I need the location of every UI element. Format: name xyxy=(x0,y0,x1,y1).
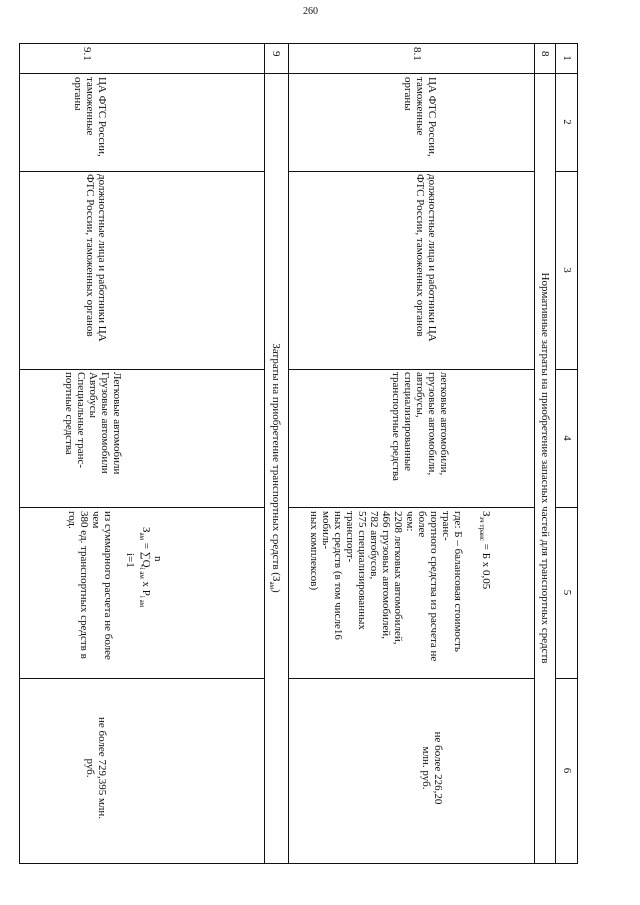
row81-where-line: ных комплексов) xyxy=(307,511,320,591)
section8-title: Нормативные затраты на приобретение запасных частей для транспортных средств xyxy=(539,272,551,664)
col-header-4: 4 xyxy=(561,435,573,441)
section9-title: Затраты на приобретение транспортных средств $(З_{ам})$ xyxy=(267,343,282,593)
row81-formula xyxy=(308,511,492,677)
row81-who: должностные лица и работники ЦА ФТС России, таможенных органов xyxy=(414,174,438,342)
row81-divider xyxy=(288,43,289,864)
row91-formula xyxy=(66,511,164,677)
row81-number: 8.1 xyxy=(411,47,423,61)
row81-where-line: ных средств (в том числе16 мобиль- xyxy=(319,511,344,640)
col-header-5: 5 xyxy=(561,589,573,596)
row81-where-line: где: Б – балансовая стоимость транс- xyxy=(439,511,464,652)
row91-vehicle-line: Грузовые автомобили xyxy=(99,372,111,474)
header-divider xyxy=(555,43,556,864)
row81-org: ЦА ФТС России, таможенные органы xyxy=(402,77,438,157)
row91-vehicle-line: Легковые автомобили xyxy=(111,372,123,475)
col-divider-3-r8 xyxy=(288,369,535,370)
row81-where-line: чем: xyxy=(403,511,416,532)
row81-where-line: портного средства из расчета не более xyxy=(415,511,440,662)
col-divider-2-r8 xyxy=(288,171,535,172)
col-divider-3-r9 xyxy=(19,369,265,370)
row81-formula-line: $З_{зч транс} = Б$ х 0,05 xyxy=(477,511,492,590)
col-header-2: 2 xyxy=(561,119,573,125)
col-divider-4-r8 xyxy=(288,507,535,508)
row91-vehicles xyxy=(63,372,123,505)
col-divider-5-r8 xyxy=(288,678,535,679)
row81-where-line: 782 автобусов, xyxy=(367,511,380,580)
row81-vehicles: легковые автомобили, грузовые автомобили, автобусы, специализированные транспортные средства xyxy=(390,372,450,481)
row81-limit: не более 226,20 млн. руб. xyxy=(420,731,444,805)
col-header-6: 6 xyxy=(561,767,573,774)
row91-vehicle-line: портные средства xyxy=(63,372,75,455)
table-border-right xyxy=(19,863,578,864)
row81-where-line: 575 специализированных транспорт- xyxy=(343,511,368,630)
section8-number: 8 xyxy=(539,51,551,57)
col-header-3: 3 xyxy=(561,267,573,273)
table-border-top xyxy=(577,43,578,864)
row91-org: ЦА ФТС России, таможенные органы xyxy=(72,77,108,157)
col-header-1: 1 xyxy=(561,55,573,61)
row91-sum-bottom: i=1 xyxy=(123,553,136,568)
page-number: 260 xyxy=(303,6,318,17)
row81-where-line: 2208 легковых автомобилей, xyxy=(391,511,404,645)
table-border-bottom xyxy=(19,43,20,864)
row91-note-line: 380 ед. транспортных средств в год. xyxy=(65,511,90,659)
table-border-left xyxy=(19,43,578,44)
col-divider-2-r9 xyxy=(19,171,265,172)
row91-vehicle-line: Автобусы xyxy=(87,372,99,418)
section9-number: 9 xyxy=(270,51,282,57)
row91-sum-top: n xyxy=(152,556,164,562)
row91-limit: не более 729,395 млн. руб. xyxy=(84,716,108,820)
row91-note-line: из суммарного расчета не более чем xyxy=(89,511,114,660)
col-divider-4-r9 xyxy=(19,507,265,508)
col-divider-1 xyxy=(19,73,578,74)
row91-number: 9.1 xyxy=(81,47,93,61)
row91-vehicle-line: Специальные транс- xyxy=(75,372,87,469)
row91-formula-line: $З_{ам} = \sum Q_{i ам}$ х $P_{i ам}$ xyxy=(137,527,152,608)
regulation-table xyxy=(19,43,578,864)
section8-divider xyxy=(534,43,535,864)
col-divider-5-r9 xyxy=(19,678,265,679)
row81-where-line: 466 грузовых автомобилей, xyxy=(379,511,392,639)
row91-who: должностные лица и работники ЦА ФТС России, таможенных органов xyxy=(84,174,108,342)
